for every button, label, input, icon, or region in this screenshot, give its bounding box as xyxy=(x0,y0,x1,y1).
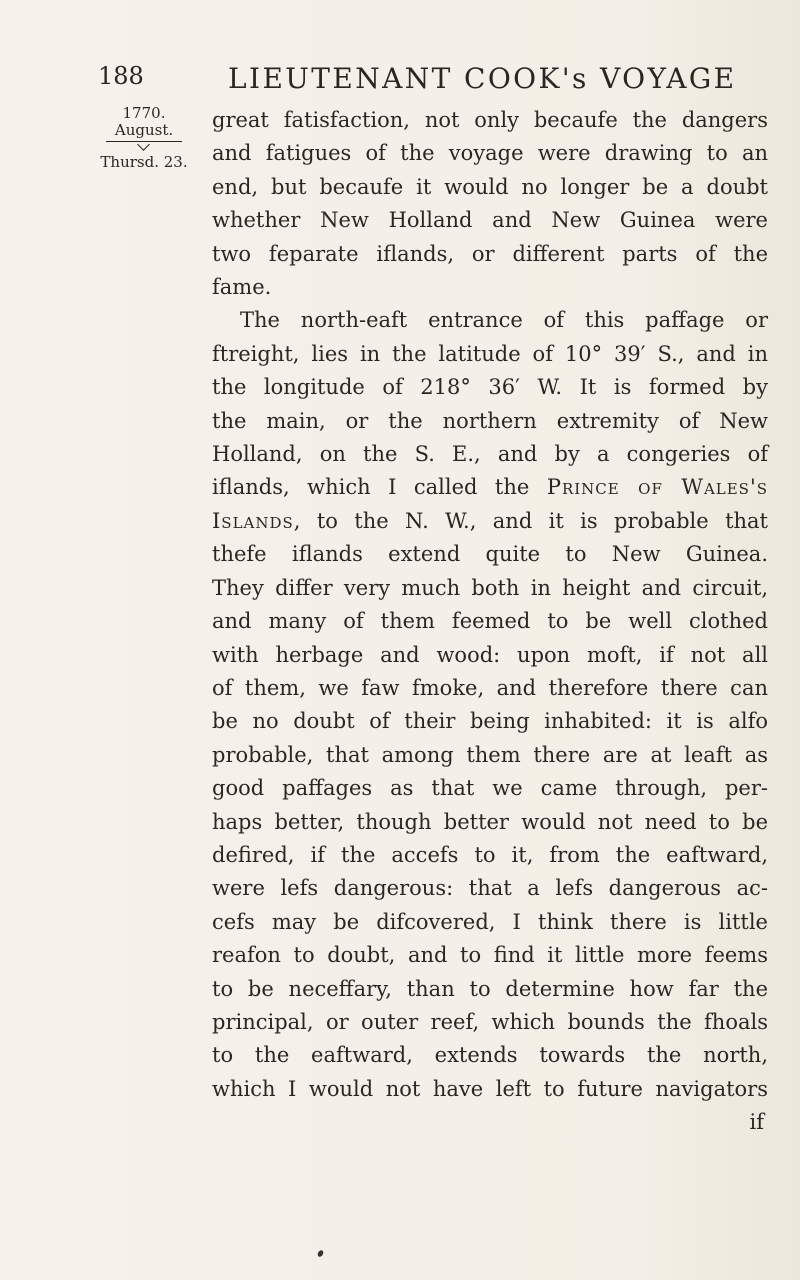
text-line: the longitude of 218° 36′ W. It is formed by xyxy=(212,375,768,400)
text-line xyxy=(212,505,768,538)
margin-year: 1770. xyxy=(122,104,166,122)
margin-note xyxy=(96,105,192,171)
text-line: principal, or outer reef, which bounds the fhoals xyxy=(212,1009,768,1034)
text-line: of them, we faw fmoke, and therefore there can xyxy=(212,675,768,700)
text-line: and many of them feemed to be well clothed xyxy=(212,609,768,634)
text-line: They differ very much both in height and circuit, xyxy=(212,575,768,600)
text-line: probable, that among them there are at leaft as xyxy=(212,742,768,767)
text-line xyxy=(212,471,768,504)
text-line: fame. xyxy=(212,275,272,300)
text-line: defired, if the accefs to it, from the eaftward, xyxy=(212,842,768,867)
text-line: to the eaftward, extends towards the north, xyxy=(212,1043,768,1068)
text-line: cefs may be difcovered, I think there is little xyxy=(212,909,768,934)
text-line: to be neceffary, than to determine how far the xyxy=(212,976,768,1001)
text-line: which I would not have left to future navigators xyxy=(212,1076,768,1101)
text-line: reafon to doubt, and to find it little more feems xyxy=(212,943,768,968)
text-segment: , to the N. W., and it is probable that xyxy=(293,508,768,533)
text-line: and fatigues of the voyage were drawing to an xyxy=(212,141,768,166)
text-line: great fatisfaction, not only becaufe the dangers xyxy=(212,108,768,132)
text-line: be no doubt of their being inhabited: it is alfo xyxy=(212,709,768,734)
margin-brace xyxy=(106,141,182,154)
text-line: with herbage and wood: upon moft, if not all xyxy=(212,642,768,667)
text-line: were lefs dangerous: that a lefs dangerous ac- xyxy=(212,876,768,901)
text-line: haps better, though better would not need to be xyxy=(212,809,768,834)
text-line: the main, or the northern extremity of New xyxy=(212,408,768,433)
text-line: end, but becaufe it would no longer be a doubt xyxy=(212,174,768,199)
ink-speck xyxy=(317,1249,325,1258)
text-line: The north-eaft entrance of this paffage or xyxy=(240,308,768,333)
page-number: 188 xyxy=(98,62,144,90)
text-line: thefe iflands extend quite to New Guinea. xyxy=(212,542,768,567)
body-text xyxy=(212,104,768,1140)
page-header xyxy=(0,62,800,102)
running-title: LIEUTENANT COOK's VOYAGE xyxy=(228,62,737,95)
prince-of-wales-name: Prince of Wales's xyxy=(546,475,769,500)
catchword: if xyxy=(749,1110,764,1135)
islands-word: Islands xyxy=(212,508,294,533)
text-line: whether New Holland and New Guinea were xyxy=(212,208,768,233)
text-line: Holland, on the S. E., and by a congeries of xyxy=(212,442,768,467)
text-line: ftreight, lies in the latitude of 10° 39′ S., and in xyxy=(212,341,768,366)
margin-month: August. xyxy=(114,121,174,139)
text-line: good paffages as that we came through, per- xyxy=(212,776,768,801)
margin-day: Thursd. 23. xyxy=(100,153,188,171)
text-line: two feparate iflands, or different parts of the xyxy=(212,241,768,266)
text-segment: iflands, which I called the xyxy=(212,475,530,500)
